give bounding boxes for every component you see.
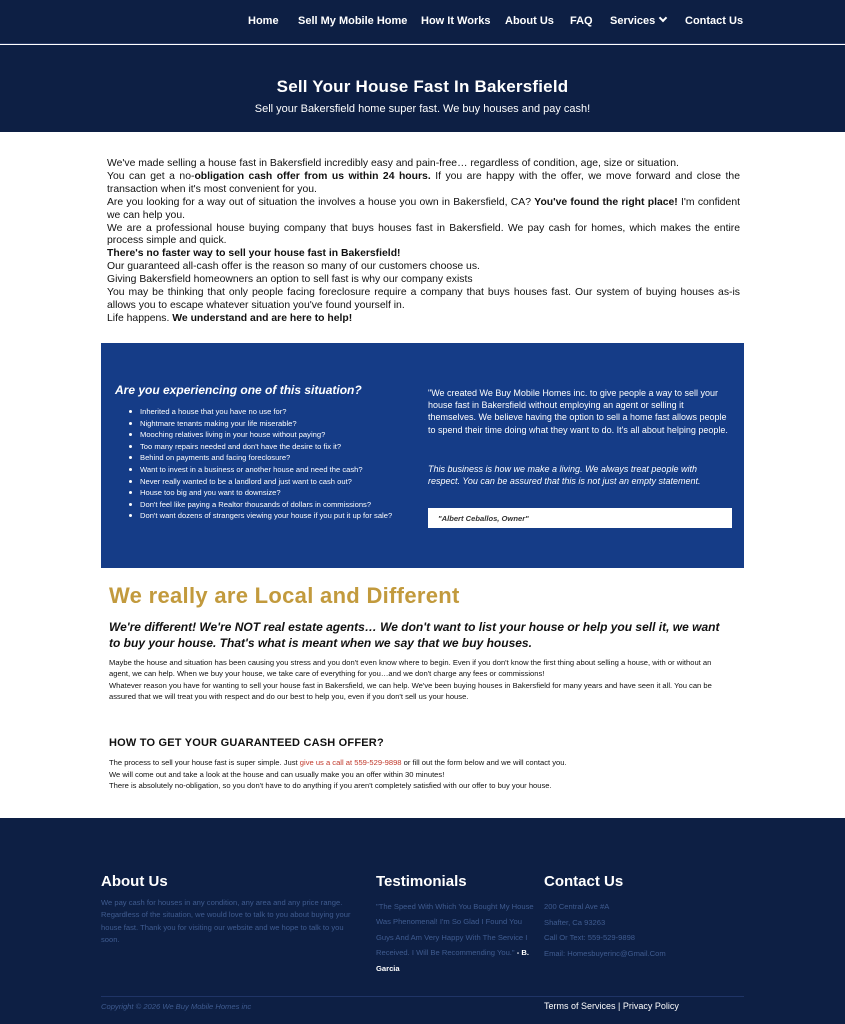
owner-signature: "Albert Ceballos, Owner" xyxy=(428,508,732,528)
nav-about-us[interactable]: About Us xyxy=(505,15,554,27)
legal-links xyxy=(544,1001,679,1011)
situation-title: Are you experiencing one of this situation? xyxy=(115,383,362,397)
intro-bold-text: There's no faster way to sell your house fast in Bakersfield! xyxy=(107,248,401,260)
intro-bold-text: You've found the right place! xyxy=(534,196,678,208)
local-section-subtitle: We're different! We're NOT real estate agents… We don't want to list your house or help you sell it, we want to buy your house. That's what is meant when we say that we buy houses. xyxy=(109,620,720,650)
nav-how-it-works[interactable]: How It Works xyxy=(421,15,491,27)
intro-paragraph xyxy=(107,248,740,261)
top-navbar xyxy=(0,0,845,44)
list-item: Mooching relatives living in your house without paying? xyxy=(126,429,416,441)
intro-text: I'm confident we can help you. xyxy=(107,196,741,221)
intro-paragraph: You may be thinking that only people facing foreclosure require a company that buys houses fast. Our system of buying houses as-is allows you to escape whatever situation you've found yourself in. xyxy=(107,287,740,311)
footer-testimonial xyxy=(376,899,541,976)
intro-text: Are you looking for a way out of situation the involves a house you own in Bakersfield, CA? xyxy=(107,196,535,208)
intro-text: Life happens. xyxy=(107,312,173,324)
local-section-title: We really are Local and Different xyxy=(109,583,460,608)
local-section-body xyxy=(109,657,729,703)
how-paragraph: We will come out and take a look at the house and can usually make you an offer within 30 minutes! xyxy=(109,769,445,779)
terms-link[interactable]: Terms of Services xyxy=(544,1001,616,1011)
testimonial-text: "The Speed With Which You Bought My House Was Phenomenal! I'm So Glad I Found You Guys And Am Very Happy With The Service I Received. I Will Be Recommending You." xyxy=(376,902,534,958)
copyright: Copyright © 2026 We Buy Mobile Homes inc xyxy=(101,1002,252,1011)
list-item: Behind on payments and facing foreclosure? xyxy=(126,452,416,464)
how-text: The process to sell your house fast is super simple. Just xyxy=(109,758,300,767)
list-item: Want to invest in a business or another house and need the cash? xyxy=(126,464,416,476)
list-item: Don't want dozens of strangers viewing your house if you put it up for sale? xyxy=(126,510,416,522)
intro-section xyxy=(107,158,740,326)
intro-bold-text: obligation cash offer from us within 24 hours. xyxy=(194,170,431,182)
intro-paragraph: We are a professional house buying company that buys houses fast in Bakersfield. We pay cash for homes, which makes the entire process simple and quick. xyxy=(107,222,740,247)
nav-sell-my-mobile-home[interactable]: Sell My Mobile Home xyxy=(298,15,408,27)
contact-address-line1: 200 Central Ave #A xyxy=(544,902,610,911)
list-item: Nightmare tenants making your life miserable? xyxy=(126,418,416,430)
contact-email[interactable]: Email: Homesbuyerinc@Gmail.Com xyxy=(544,948,666,958)
footer-about-text: We pay cash for houses in any condition, any area and any price range. Regardless of the situation, we would love to talk to you about buying your house fast. Thank you for visiting our website and we hope to talk to you soon. xyxy=(101,898,351,945)
owner-quote-emphasis: This business is how we make a living. We always treat people with respect. You can be assured that this is not just an empty statement. xyxy=(428,464,701,487)
intro-paragraph: Giving Bakersfield homeowners an option to sell fast is why our company exists xyxy=(107,274,473,286)
privacy-link[interactable]: Privacy Policy xyxy=(622,1001,679,1011)
list-item: House too big and you want to downsize? xyxy=(126,487,416,499)
nav-services[interactable] xyxy=(610,15,666,27)
nav-services-label: Services xyxy=(610,15,656,27)
contact-address-line2: Shafter, Ca 93263 xyxy=(544,917,606,927)
hero-banner xyxy=(0,45,845,132)
list-item: Inherited a house that you have no use for? xyxy=(126,406,416,418)
situation-box xyxy=(101,343,744,568)
intro-paragraph xyxy=(107,313,740,326)
list-item: Don't feel like paying a Realtor thousands of dollars in commissions? xyxy=(126,499,416,511)
intro-paragraph: We've made selling a house fast in Bakersfield incredibly easy and pain-free… regardless of condition, age, size or situation. xyxy=(107,158,679,169)
footer-about-title: About Us xyxy=(101,873,168,890)
contact-phone[interactable]: Call Or Text: 559-529-9898 xyxy=(544,933,636,942)
nav-home[interactable]: Home xyxy=(248,15,279,27)
how-text: or fill out the form below and we will contact you. xyxy=(401,758,567,767)
footer-contact-info xyxy=(544,899,666,961)
page-title: Sell Your House Fast In Bakersfield xyxy=(276,77,569,96)
footer-testimonials-title: Testimonials xyxy=(376,873,467,890)
page-subtitle: Sell your Bakersfield home super fast. We buy houses and pay cash! xyxy=(254,103,591,115)
how-section-body xyxy=(109,757,729,792)
chevron-down-icon xyxy=(659,14,667,22)
nav-contact-us[interactable]: Contact Us xyxy=(685,15,744,27)
how-section-title: HOW TO GET YOUR GUARANTEED CASH OFFER? xyxy=(109,737,384,749)
local-paragraph: Whatever reason you have for wanting to sell your house fast in Bakersfield, we can help. We've been buying houses in Bakersfield for many years and have seen it all. You can be assured that we will treat you with respect and do our best to help you, even if you don't sell us your house. xyxy=(109,680,712,702)
site-footer xyxy=(0,818,845,1024)
list-item: Never really wanted to be a landlord and just want to cash out? xyxy=(126,476,416,488)
intro-bold-text: We understand and are here to help! xyxy=(172,312,353,324)
how-paragraph xyxy=(109,757,729,769)
intro-paragraph: Our guaranteed all-cash offer is the reason so many of our customers choose us. xyxy=(107,261,480,273)
intro-text: If you are happy with the offer, we move forward and close the transaction when it's most convenient for you. xyxy=(107,170,740,195)
footer-divider xyxy=(101,996,744,997)
list-item: Too many repairs needed and don't have the desire to fix it? xyxy=(126,441,416,453)
call-phone-link[interactable]: give us a call at 559-529-9898 xyxy=(299,758,402,767)
legal-separator: | xyxy=(618,1001,621,1011)
intro-paragraph xyxy=(107,171,740,197)
nav-faq[interactable]: FAQ xyxy=(570,15,593,27)
how-paragraph: There is absolutely no-obligation, so you don't have to do anything if you aren't completely satisfied with our offer to buy your house. xyxy=(109,781,552,791)
footer-contact-title: Contact Us xyxy=(544,873,624,890)
owner-quote: "We created We Buy Mobile Homes inc. to give people a way to sell your house fast in Bakersfield without employing an agent or selling it themselves. We believe having the option to sell a home fast allows people to spend their time doing what they want to do. It's all about helping people. xyxy=(428,388,728,435)
situation-list xyxy=(126,406,416,522)
local-paragraph: Maybe the house and situation has been causing you stress and you don't even know where to begin. Even if you don't know the first thing about selling a house, with or without an agent, we can help. When we buy your house, we take care of everything for you…and we don't charge any fees or commissions! xyxy=(109,658,712,679)
intro-paragraph xyxy=(107,197,740,223)
intro-text: You can get a no- xyxy=(107,170,195,182)
testimonial-author: - B. Garcia xyxy=(376,948,529,973)
